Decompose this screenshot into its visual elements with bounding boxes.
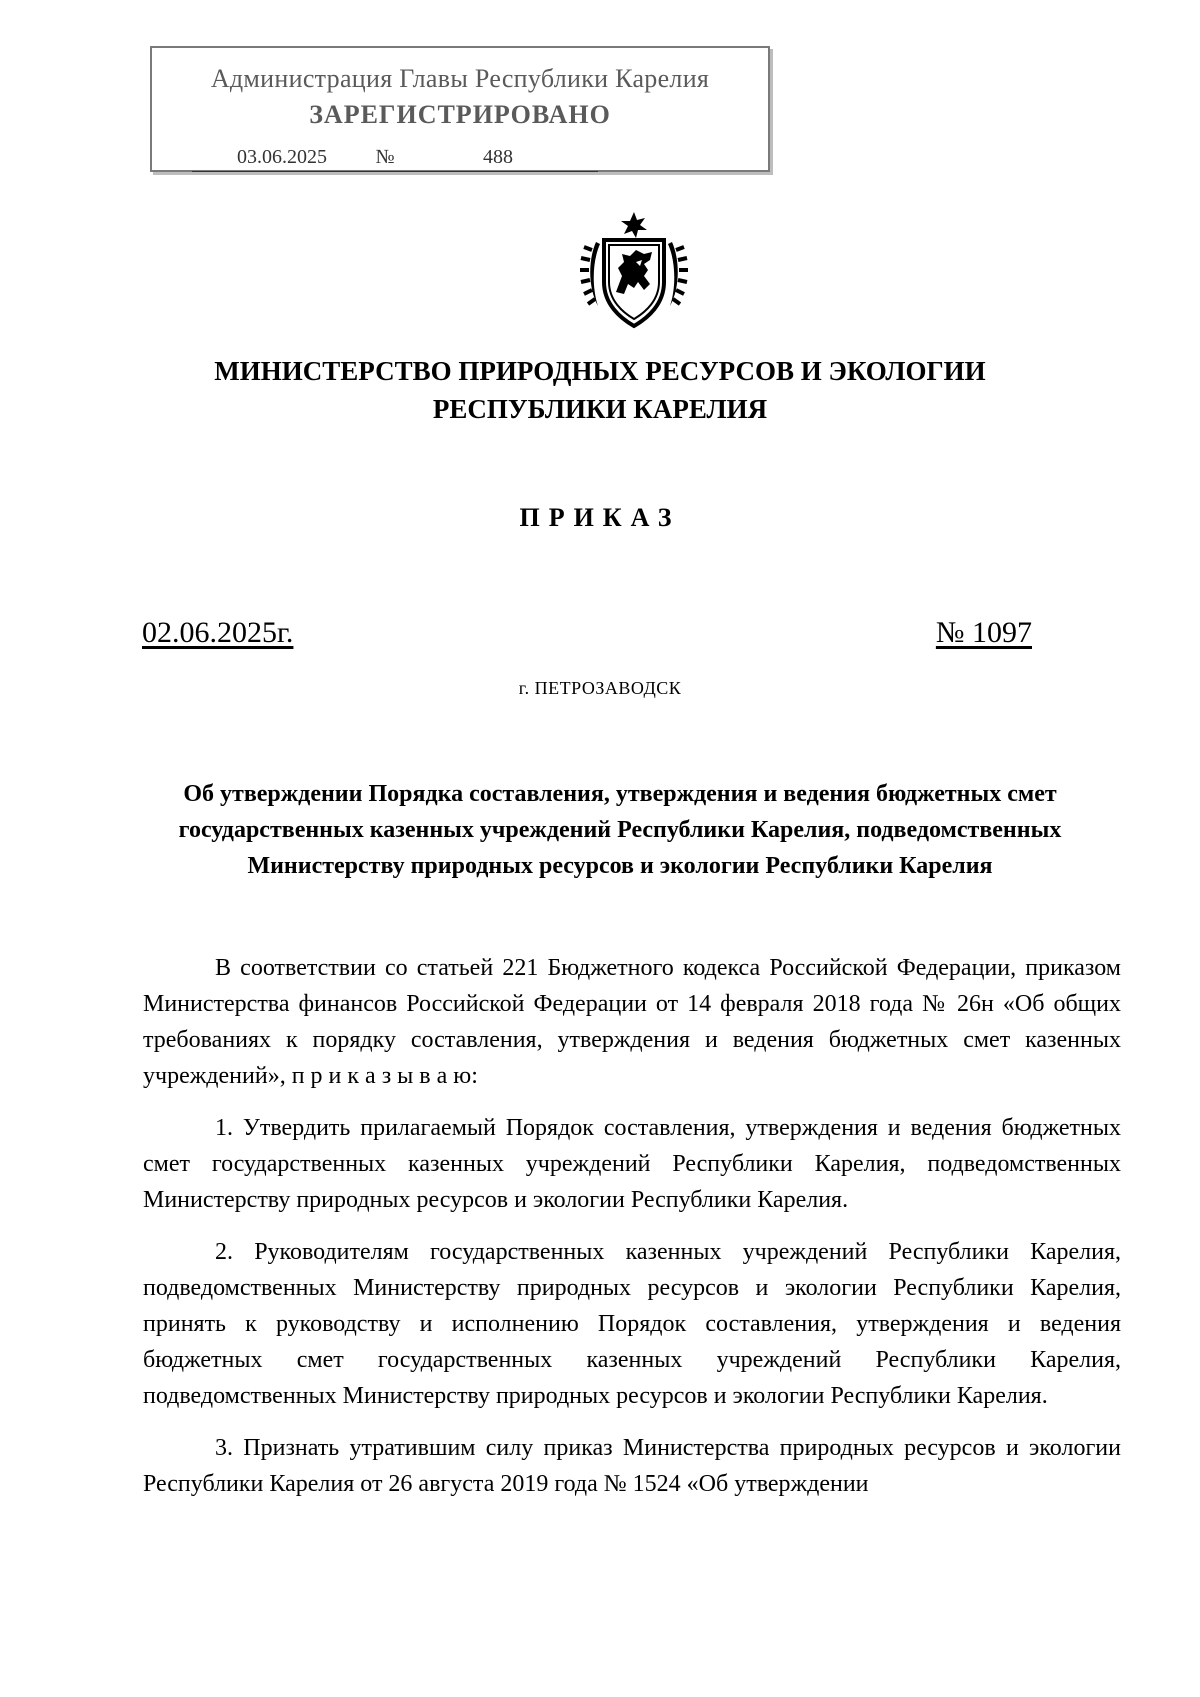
- document-number: № 1097: [935, 616, 1032, 649]
- stamp-organization: Администрация Главы Республики Карелия: [210, 64, 710, 93]
- order-item-1: 1. Утвердить прилагаемый Порядок составления, утверждения и ведения бюджетных смет государственных казенных учреждений Республики Карелия, подведомственных Министерству природных ресурсов и экологии Республики Карелия.: [143, 1115, 1121, 1213]
- document-type: ПРИКАЗ: [519, 503, 681, 532]
- ministry-title-line1: МИНИСТЕРСТВО ПРИРОДНЫХ РЕСУРСОВ И ЭКОЛОГИИ: [214, 356, 986, 386]
- ministry-title-line2: РЕСПУБЛИКИ КАРЕЛИЯ: [432, 394, 768, 424]
- stamp-number-sign: №: [372, 146, 398, 172]
- ministry-title: [0, 352, 1200, 428]
- karelia-coat-of-arms-icon: [578, 210, 690, 330]
- document-body: [143, 950, 1121, 1518]
- stamp-number: 488: [398, 146, 598, 172]
- stamp-date: 03.06.2025: [192, 146, 372, 172]
- document-city: г. ПЕТРОЗАВОДСК: [518, 678, 682, 698]
- document-date: 02.06.2025г.: [142, 616, 294, 649]
- stamp-registration-line: [192, 146, 598, 172]
- preamble-paragraph: В соответствии со статьей 221 Бюджетного кодекса Российской Федерации, приказом Министерства финансов Российской Федерации от 14 февраля 2018 года № 26н «Об общих требованиях к порядку составления, утверждения и ведения бюджетных смет казенных учреждений», п р и к а з ы в а ю:: [143, 955, 1121, 1089]
- registration-stamp: [150, 46, 770, 172]
- document-subject: Об утверждении Порядка составления, утверждения и ведения бюджетных смет государственных казенных учреждений Республики Карелия, подведомственных Министерству природных ресурсов и экологии Республики Карелия: [178, 781, 1062, 879]
- stamp-status: ЗАРЕГИСТРИРОВАНО: [309, 100, 611, 129]
- order-item-3: 3. Признать утратившим силу приказ Министерства природных ресурсов и экологии Республики Карелия от 26 августа 2019 года № 1524 «Об утверждении: [143, 1435, 1121, 1497]
- order-item-2: 2. Руководителям государственных казенных учреждений Республики Карелия, подведомственных Министерству природных ресурсов и экологии Республики Карелия, принять к руководству и исполнению Порядок составления, утверждения и ведения бюджетных смет государственных казенных учреждений Республики Карелия, подведомственных Министерству природных ресурсов и экологии Республики Карелия.: [143, 1239, 1121, 1409]
